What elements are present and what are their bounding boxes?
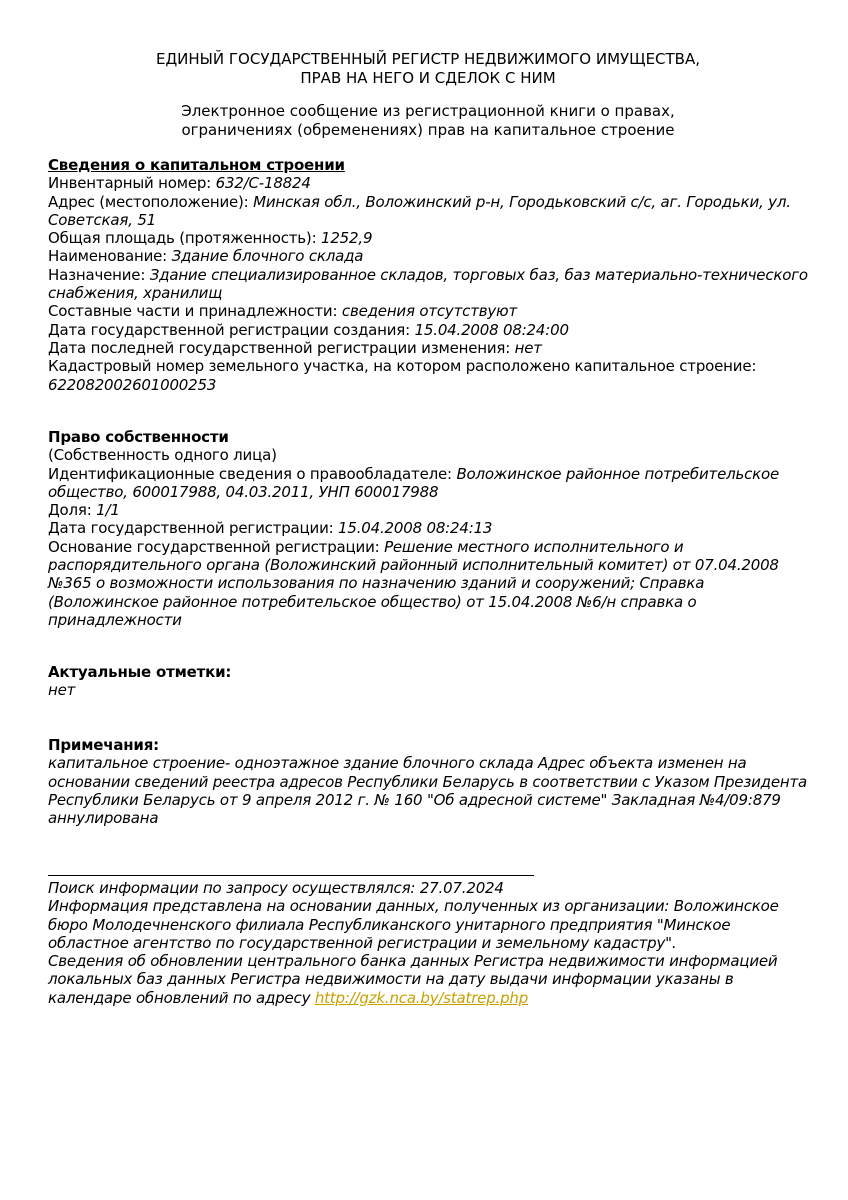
footer-section <box>48 879 808 1007</box>
source-info: Информация представлена на основании данных, полученных из организации: Воложинское бюро Молодечненского филиала Республиканского унитарного предприятия "Минское областное агентство по государственной регистрации и земельному кадастру". <box>48 897 779 952</box>
field-label: Дата государственной регистрации создания: <box>48 320 415 339</box>
field-total-area <box>48 229 808 247</box>
field-name <box>48 247 808 265</box>
field-value: Минская обл., Воложинский р-н, Городьковский с/с, аг. Городьки, ул. Советская, 51 <box>48 192 791 229</box>
title-line-1: ЕДИНЫЙ ГОСУДАРСТВЕННЫЙ РЕГИСТР НЕДВИЖИМОГО ИМУЩЕСТВА, <box>155 50 701 68</box>
register-title <box>48 50 808 88</box>
field-label: Доля: <box>48 501 97 520</box>
field-registration-basis <box>48 538 808 629</box>
marks-heading: Актуальные отметки: <box>48 663 232 681</box>
field-label: Адрес (местоположение): <box>48 192 254 211</box>
field-value: нет <box>514 338 542 357</box>
field-purpose <box>48 266 808 303</box>
field-label: Общая площадь (протяженность): <box>48 229 321 248</box>
field-creation-date <box>48 321 808 339</box>
field-label: Назначение: <box>48 265 150 284</box>
field-cadastral-number <box>48 357 808 394</box>
notes-value: капитальное строение- одноэтажное здание блочного склада Адрес объекта изменен на основании сведений реестра адресов Республики Беларусь в соответствии с Указом Президента Республики Беларусь от 9 апреля 2012 г. № 160 "Об адресной системе" Закладная №4/09:879 аннулирована <box>48 754 807 828</box>
field-value: 1/1 <box>96 501 120 520</box>
field-value: Воложинское районное потребительское общество, 600017988, 04.03.2011, УНП 600017988 <box>48 464 780 501</box>
building-heading: Сведения о капитальном строении <box>48 156 345 174</box>
field-value: Здание специализированное складов, торговых баз, баз материально-технического снабжения, хранилищ <box>48 265 808 303</box>
field-value: 15.04.2008 08:24:00 <box>414 320 569 339</box>
footer-divider <box>48 875 534 876</box>
field-value: 622082002601000253 <box>48 375 217 394</box>
field-value: Здание блочного склада <box>171 247 364 266</box>
field-label: Кадастровый номер земельного участка, на котором расположено капитальное строение: <box>48 357 757 376</box>
statrep-link[interactable]: http://gzk.nca.by/statrep.php <box>314 988 529 1007</box>
notes-section <box>48 736 808 827</box>
field-value: 632/С-18824 <box>215 174 311 193</box>
ownership-type: (Собственность одного лица) <box>48 446 277 465</box>
field-components <box>48 302 808 320</box>
field-share <box>48 501 808 519</box>
ownership-section <box>48 428 808 629</box>
field-label: Инвентарный номер: <box>48 174 216 193</box>
field-label: Дата последней государственной регистрации изменения: <box>48 338 515 357</box>
ownership-heading: Право собственности <box>48 428 229 446</box>
title-line-2: ПРАВ НА НЕГО И СДЕЛОК С НИМ <box>300 69 556 87</box>
field-label: Идентификационные сведения о правообладателе: <box>48 464 457 483</box>
field-label: Дата государственной регистрации: <box>48 519 339 538</box>
update-info-text: Сведения об обновлении центрального банка данных Регистра недвижимости информацией локальных баз данных Регистра недвижимости на дату выдачи информации указаны в календаре обновлений по адресу <box>48 952 778 1007</box>
field-label: Наименование: <box>48 247 172 266</box>
field-address <box>48 193 808 230</box>
update-info <box>48 952 808 1007</box>
search-date: Поиск информации по запросу осуществлялся: 27.07.2024 <box>48 879 504 897</box>
field-inventory-number <box>48 174 808 192</box>
field-rightholder <box>48 465 808 502</box>
field-value: 1252,9 <box>321 229 373 248</box>
notes-heading: Примечания: <box>48 736 159 754</box>
field-last-change-date <box>48 339 808 357</box>
field-value: сведения отсутствуют <box>341 302 518 321</box>
message-subtitle <box>48 102 808 140</box>
building-section <box>48 156 808 394</box>
marks-section <box>48 663 808 700</box>
subtitle-line-1: Электронное сообщение из регистрационной книги о правах, <box>181 102 675 120</box>
marks-value: нет <box>48 681 76 700</box>
field-label: Составные части и принадлежности: <box>48 302 342 321</box>
field-value: Решение местного исполнительного и распорядительного органа (Воложинский районный исполнительный комитет) от 07.04.2008 №365 о возможности использования по назначению зданий и сооружений; Справка (Воложинское районное потребительское общество) от 15.04.2008 №6/н справка о принадлежности <box>48 537 779 629</box>
subtitle-line-2: ограничениях (обременениях) прав на капитальное строение <box>181 121 675 139</box>
field-registration-date <box>48 519 808 537</box>
field-value: 15.04.2008 08:24:13 <box>338 519 493 538</box>
field-label: Основание государственной регистрации: <box>48 537 385 556</box>
